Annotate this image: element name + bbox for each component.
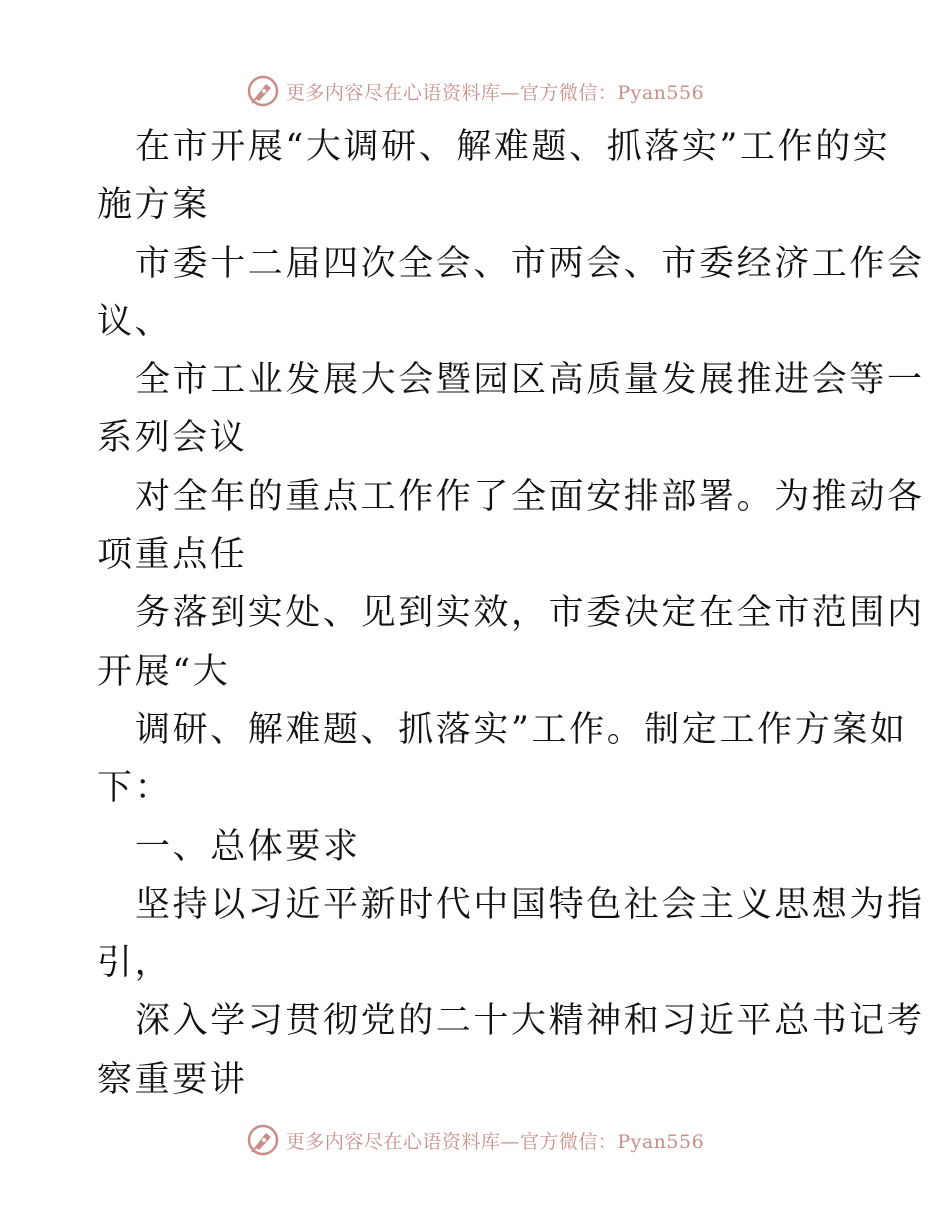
text-line: 察重要讲 xyxy=(97,1059,248,1100)
text-line: 项重点任 xyxy=(97,535,248,576)
text-line: 务落到实处、见到实效，市委决定在全市范围内 xyxy=(135,593,925,634)
header-watermark xyxy=(0,71,950,111)
pen-nib-logo-icon xyxy=(246,1123,280,1157)
text-line: 一、总体要求 xyxy=(135,826,361,867)
watermark-text: 更多内容尽在心语资料库—官方微信：Pyan556 xyxy=(285,1130,705,1153)
text-line: 下： xyxy=(97,768,173,809)
text-line: 在市开展“大调研、解难题、抓落实”工作的实 xyxy=(135,127,891,167)
text-line: 对全年的重点工作作了全面安排部署。为推动各 xyxy=(135,476,925,517)
pen-nib-logo-icon xyxy=(246,74,280,108)
text-line: 深入学习贯彻党的二十大精神和习近平总书记考 xyxy=(135,1001,925,1042)
text-line: 市委十二届四次全会、市两会、市委经济工作会 xyxy=(135,243,925,284)
watermark-text: 更多内容尽在心语资料库—官方微信：Pyan556 xyxy=(285,81,705,104)
text-line: 开展“大 xyxy=(97,651,231,692)
text-line: 引， xyxy=(97,943,173,984)
footer-watermark xyxy=(0,1120,950,1160)
text-line: 坚持以习近平新时代中国特色社会主义思想为指 xyxy=(135,884,925,925)
text-line: 全市工业发展大会暨园区高质量发展推进会等一 xyxy=(135,360,925,401)
text-line: 调研、解难题、抓落实”工作。制定工作方案如 xyxy=(135,709,908,750)
text-line: 系列会议 xyxy=(97,418,248,459)
document-body xyxy=(97,118,925,1109)
text-line: 施方案 xyxy=(97,185,210,226)
text-line: 议、 xyxy=(97,301,173,342)
